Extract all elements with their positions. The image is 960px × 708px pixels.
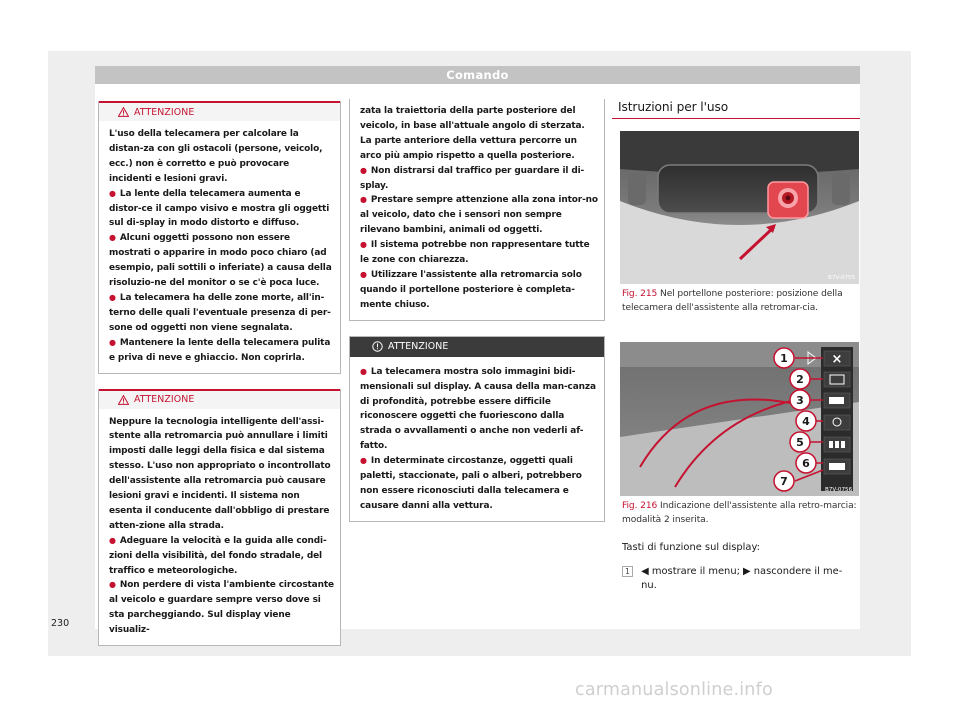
warning-box-3 xyxy=(349,336,605,522)
bullet-item: ● La telecamera mostra solo immagini bidi-mensionali sul display. A causa della man-canza di profondità, potrebbe essere difficile riconoscere oggetti che fuoriescono dalla strada o avvallamenti o anche non vederli af-fatto. xyxy=(360,366,596,452)
triangle-right-icon: ▶ xyxy=(743,566,751,577)
column-1 xyxy=(98,101,341,646)
bullet-item: ● Non perdere di vista l'ambiente circostante al veicolo e guardare sempre verso dove si sta parcheggiando. Sul display viene visualiz- xyxy=(109,580,334,636)
warning-continuation-box xyxy=(349,99,605,321)
figure-number: Fig. 216 xyxy=(622,501,658,511)
svg-text:×: × xyxy=(831,352,843,367)
watermark: carmanualsonline.info xyxy=(575,680,773,700)
bullet-item: ● In determinate circostanze, oggetti quali paletti, staccionate, pali o alberi, potrebbero non essere riconosciuti dalla telecamera e causare danni alla vettura. xyxy=(360,456,582,511)
warning-body-3 xyxy=(350,357,604,521)
callout-6: 6 xyxy=(802,457,810,470)
callout-3: 3 xyxy=(796,394,804,407)
callout-2: 2 xyxy=(796,373,804,386)
warning-label: ATTENZIONE xyxy=(388,341,449,353)
warning-label: ATTENZIONE xyxy=(134,106,195,118)
section-title: Istruzioni per l'uso xyxy=(612,95,860,119)
warning-triangle-icon xyxy=(118,395,129,405)
column-2 xyxy=(349,99,605,522)
bullet-item: ● Non distrarsi dal traffico per guardare il di-splay. xyxy=(360,165,585,191)
rear-view-display-illustration xyxy=(620,342,859,496)
column-3 xyxy=(612,95,860,119)
callout-1: 1 xyxy=(780,352,788,365)
triangle-left-icon: ◀ xyxy=(641,566,649,577)
item-number-box: 1 xyxy=(622,566,633,577)
figure-216-caption: Fig. 216 Indicazione dell'assistente alla retro-marcia: modalità 2 inserita. xyxy=(622,501,857,525)
callout-5: 5 xyxy=(796,436,804,449)
warning-header-2 xyxy=(99,389,340,409)
bullet-item: ● Alcuni oggetti possono non essere mostrati o apparire in modo poco chiaro (ad esempio, pali sottili o inferiate) a causa della risoluzio-ne del monitor o se c'è poca luce. xyxy=(109,233,332,289)
function-key-item-1 xyxy=(622,565,858,593)
bullet-item: ● Prestare sempre attenzione alla zona intor-no al veicolo, dato che i sensori non sempre rilevano bambini, animali od oggetti. xyxy=(360,195,598,236)
tailgate-illustration xyxy=(620,131,859,284)
callout-7: 7 xyxy=(780,475,788,488)
warning-box-1 xyxy=(98,101,341,374)
figure-216-display-mode xyxy=(620,342,859,496)
warning-intro: Neppure la tecnologia intelligente dell'assi-stente alla retromarcia può annullare i limiti imposti dalle leggi della fisica e dal sistema stesso. L'uso non appropriato o incontrollato dell'assistente alla retromarcia può causare lesioni gravi e incidenti. Il sistema non esenta il conducente dall'obbligo di prestare atten-zione alla strada. xyxy=(109,416,331,531)
warning-box-2 xyxy=(98,389,341,647)
figure-215-code: B7V-0755 xyxy=(828,275,856,281)
warning-triangle-icon xyxy=(118,107,129,117)
warning-label: ATTENZIONE xyxy=(134,394,195,405)
bullet-item: ● La lente della telecamera aumenta e distor-ce il campo visivo e mostra gli oggetti sul di-splay in modo distorto e diffuso. xyxy=(109,188,330,229)
section-header: Comando xyxy=(95,66,860,84)
warning-header-1 xyxy=(99,101,340,121)
warning-header-3 xyxy=(350,337,604,357)
bullet-item: ● Adeguare la velocità e la guida alle condi-zioni della visibilità, del fondo stradale, del traffico e meteorologiche. xyxy=(109,535,327,576)
figure-215-camera-location xyxy=(620,131,859,284)
bullet-item: ● Mantenere la lente della telecamera pulita e priva di neve e ghiaccio. Non coprirla. xyxy=(109,337,331,363)
figure-216-code: B7V-0756 xyxy=(825,487,853,493)
figure-number: Fig. 215 xyxy=(622,289,658,299)
callout-4: 4 xyxy=(802,415,810,428)
warning-continuation-body xyxy=(350,99,604,320)
function-keys-heading: Tasti di funzione sul display: xyxy=(622,542,760,553)
bullet-item: ● Utilizzare l'assistente alla retromarcia solo quando il portellone posteriore è completa-mente chiuso. xyxy=(360,269,582,310)
warning-intro: L'uso della telecamera per calcolare la distan-za con gli ostacoli (persone, veicolo, ecc.) non è corretto e può provocare incidenti e lesioni gravi. xyxy=(109,129,323,184)
warning-body-1 xyxy=(99,121,340,373)
page-number: 230 xyxy=(51,618,70,629)
bullet-item: ● Il sistema potrebbe non rappresentare tutte le zone con chiarezza. xyxy=(360,240,590,266)
figure-215-caption: Fig. 215 Nel portellone posteriore: posizione della telecamera dell'assistente alla retromar-cia. xyxy=(622,289,843,313)
warning-intro: zata la traiettoria della parte posteriore del veicolo, in base all'attuale angolo di sterzata. La parte anteriore della vettura percorre un arco più ampio rispetto a quella posteriore. xyxy=(360,106,585,161)
warning-body-2 xyxy=(99,409,340,646)
bullet-item: ● La telecamera ha delle zone morte, all'in-terno delle quali l'eventuale presenza di per-sone od oggetti non viene segnalata. xyxy=(109,292,331,333)
info-circle-icon xyxy=(372,341,383,352)
menu-key-text: ◀ mostrare il menu; ▶ nascondere il me-nu. xyxy=(641,566,843,592)
